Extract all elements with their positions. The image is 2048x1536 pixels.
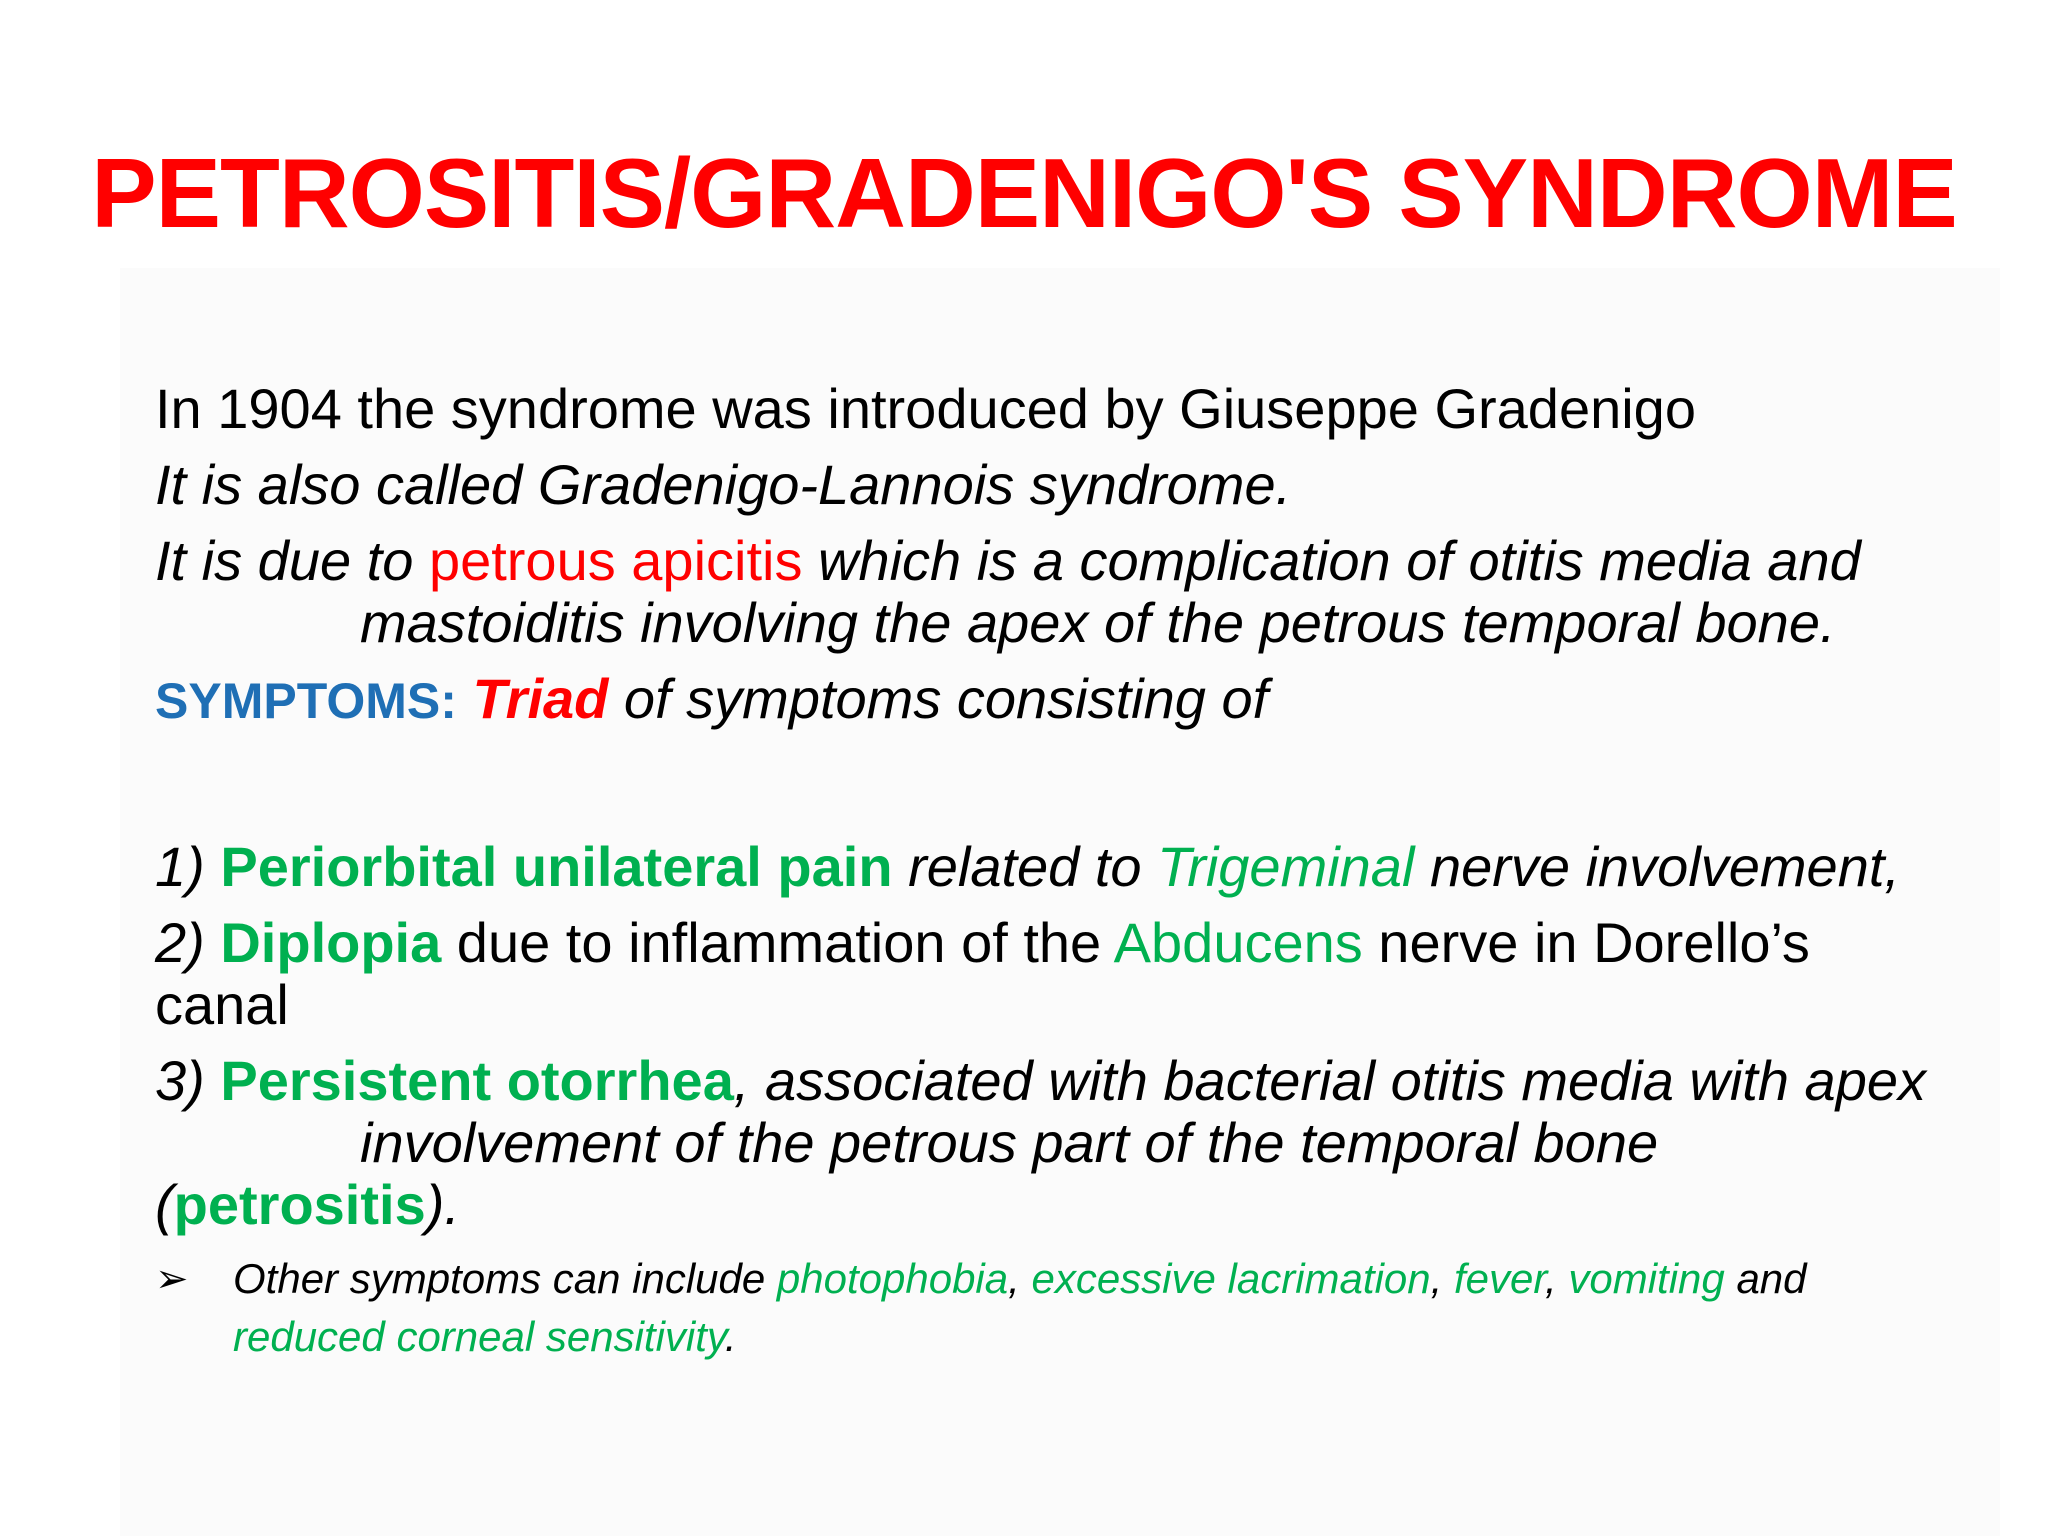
paren-close: ). <box>425 1173 460 1236</box>
intro-text: It is due to <box>155 529 429 592</box>
paren-open: ( <box>155 1173 174 1236</box>
petrous-apicitis-highlight: petrous apicitis <box>428 529 803 592</box>
symptom-lacrimation: excessive lacrimation <box>1031 1255 1431 1302</box>
comma: , <box>1545 1255 1569 1302</box>
bullet-text: Other symptoms can include <box>233 1255 777 1302</box>
symptom-corneal-sensitivity: reduced corneal sensitivity <box>233 1313 725 1360</box>
item-number: 2) <box>155 911 221 974</box>
spacer <box>155 746 1985 836</box>
bullet-text: and <box>1724 1255 1807 1302</box>
item-text: nerve involvement, <box>1414 835 1900 898</box>
item-text: due to inflammation of the <box>441 911 1114 974</box>
comma: , <box>1430 1255 1454 1302</box>
nerve-highlight: Trigeminal <box>1157 835 1415 898</box>
intro-text: It is also called Gradenigo-Lannois syndrome. <box>155 453 1292 516</box>
petrositis-highlight: petrositis <box>173 1173 426 1236</box>
arrow-bullet-icon: ➢ <box>155 1257 189 1301</box>
symptoms-text: of symptoms consisting of <box>608 667 1269 730</box>
intro-text-continued: mastoiditis involving the apex of the petrous temporal bone. <box>360 591 1836 654</box>
comma: , <box>1008 1255 1032 1302</box>
nerve-highlight: Abducens <box>1113 911 1363 974</box>
symptom-photophobia: photophobia <box>776 1255 1009 1302</box>
symptoms-heading <box>155 668 1985 732</box>
symptom-item-3 <box>155 1050 1985 1236</box>
symptom-vomiting: vomiting <box>1568 1255 1725 1302</box>
item-key: Periorbital unilateral pain <box>220 835 893 898</box>
symptom-item-2 <box>155 912 1985 1036</box>
item-text: related to <box>892 835 1158 898</box>
item-text-continued: involvement of the petrous part of the temporal bone <box>360 1111 1659 1174</box>
item-text-continued: canal <box>155 973 289 1036</box>
triad-highlight: Triad <box>472 667 609 730</box>
symptom-fever: fever <box>1453 1255 1546 1302</box>
intro-line-3 <box>155 530 1985 654</box>
item-key: Persistent otorrhea <box>220 1049 734 1112</box>
item-text: nerve in Dorello’s <box>1362 911 1810 974</box>
item-key: Diplopia <box>220 911 442 974</box>
item-number: 3) <box>155 1049 221 1112</box>
other-symptoms-bullet <box>155 1250 1985 1366</box>
intro-line-2 <box>155 454 1985 516</box>
symptoms-label: SYMPTOMS: <box>155 673 457 729</box>
slide-body <box>155 378 1985 1366</box>
slide-title: PETROSITIS/GRADENIGO'S SYNDROME <box>91 138 1957 248</box>
item-text: , associated with bacterial otitis media with apex <box>733 1049 1926 1112</box>
symptom-item-1 <box>155 836 1985 898</box>
period: . <box>724 1313 737 1360</box>
intro-text: which is a complication of otitis media and <box>802 529 1861 592</box>
intro-text: In 1904 the syndrome was introduced by Giuseppe Gradenigo <box>155 377 1696 440</box>
item-number: 1) <box>155 835 221 898</box>
intro-line-1 <box>155 378 1985 440</box>
